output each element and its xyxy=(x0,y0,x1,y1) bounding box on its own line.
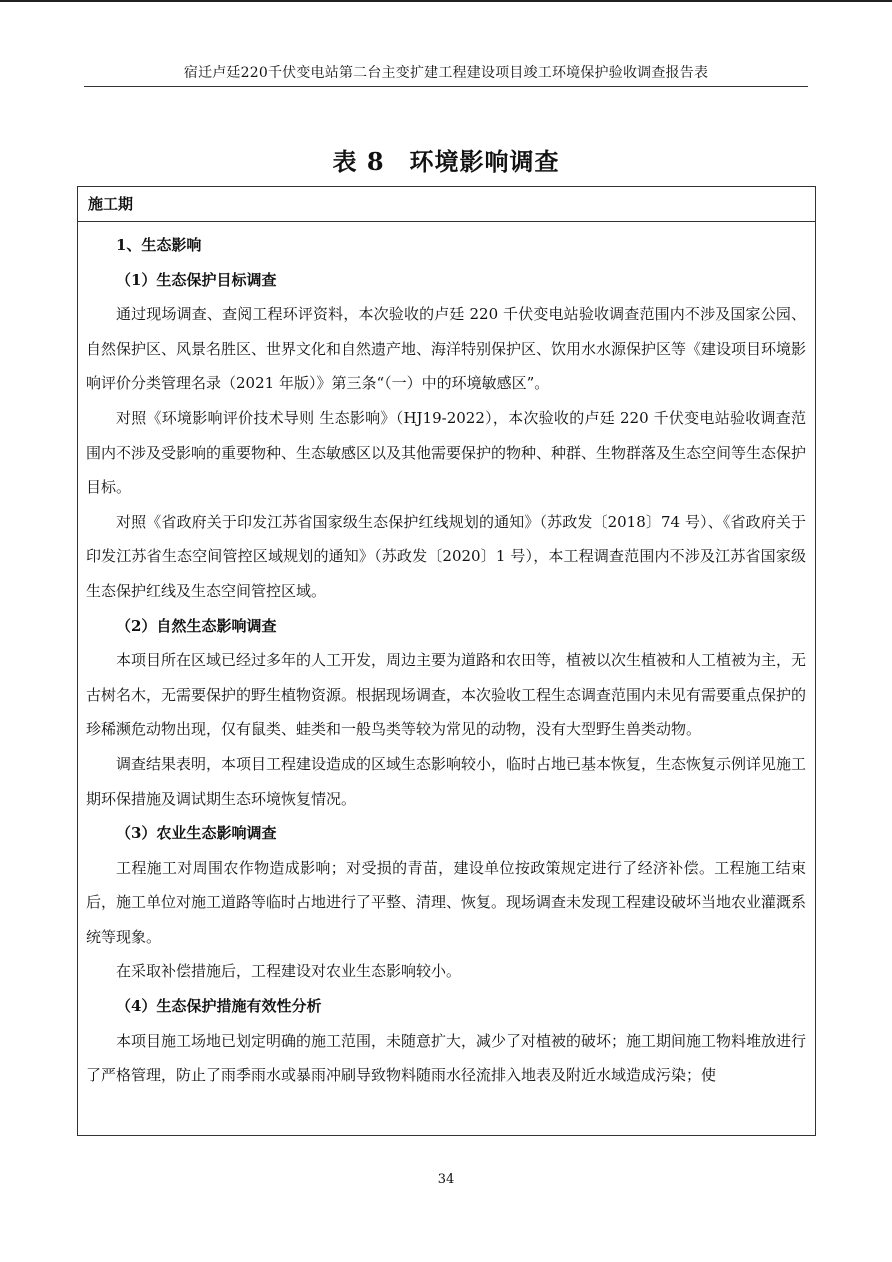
heading-ecological-impact: 1、生态影响 xyxy=(116,236,202,254)
paragraph: 工程施工对周围农作物造成影响；对受损的青苗，建设单位按政策规定进行了经济补偿。工程施工结束后，施工单位对施工道路等临时占地进行了平整、清理、恢复。现场调查未发现工程建设破坏当地农业灌溉系统等现象。 xyxy=(86,858,807,946)
paragraph: 在采取补偿措施后，工程建设对农业生态影响较小。 xyxy=(116,962,462,981)
section-body xyxy=(78,222,815,1093)
paragraph: 对照《省政府关于印发江苏省国家级生态保护红线规划的通知》（苏政发〔2018〕74 号）、《省政府关于印发江苏省生态空间管控区域规划的通知》（苏政发〔2020〕1 号），本工程调查范围内不涉及江苏省国家级生态保护红线及生态空间管控区域。 xyxy=(86,512,806,600)
heading-measure-effectiveness: （4）生态保护措施有效性分析 xyxy=(116,997,322,1016)
paragraph: 通过现场调查、查阅工程环评资料，本次验收的卢廷 220 千伏变电站验收调查范围内不涉及国家公园、自然保护区、风景名胜区、世界文化和自然遗产地、海洋特别保护区、饮用水水源保护区等《建设项目环境影响评价分类管理名录（2021 年版）》第三条“（一）中的环境敏感区”。 xyxy=(86,305,807,393)
top-rule xyxy=(0,0,892,2)
content-table xyxy=(77,186,816,1136)
paragraph: 调查结果表明，本项目工程建设造成的区域生态影响较小，临时占地已基本恢复，生态恢复示例详见施工期环保措施及调试期生态环境恢复情况。 xyxy=(86,754,807,808)
heading-natural-ecology-survey: （2）自然生态影响调查 xyxy=(116,616,277,635)
section-label: 施工期 xyxy=(78,187,815,222)
heading-protection-target-survey: （1）生态保护目标调查 xyxy=(116,270,277,289)
paragraph: 对照《环境影响评价技术导则 生态影响》（HJ19-2022），本次验收的卢廷 220 千伏变电站验收调查范围内不涉及受影响的重要物种、生态敏感区以及其他需要保护的物种、种群、生物群落及生态空间等生态保护目标。 xyxy=(86,408,807,497)
page-header: 宿迁卢廷220千伏变电站第二台主变扩建工程建设项目竣工环境保护验收调查报告表 xyxy=(84,62,808,87)
paragraph: 本项目所在区域已经过多年的人工开发，周边主要为道路和农田等，植被以次生植被和人工植被为主，无古树名木，无需要保护的野生植物资源。根据现场调查，本次验收工程生态调查范围内未见有需要重点保护的珍稀濒危动物出现，仅有鼠类、蛙类和一般鸟类等较为常见的动物，没有大型野生兽类动物。 xyxy=(86,651,807,739)
page-title: 表 8 环境影响调查 xyxy=(332,147,560,176)
page-number: 34 xyxy=(437,1172,455,1187)
heading-agricultural-ecology-survey: （3）农业生态影响调查 xyxy=(116,824,277,843)
paragraph: 本项目施工场地已划定明确的施工范围，未随意扩大，减少了对植被的破坏；施工期间施工物料堆放进行了严格管理，防止了雨季雨水或暴雨冲刷导致物料随雨水径流排入地表及附近水域造成污染；使 xyxy=(86,1031,807,1085)
